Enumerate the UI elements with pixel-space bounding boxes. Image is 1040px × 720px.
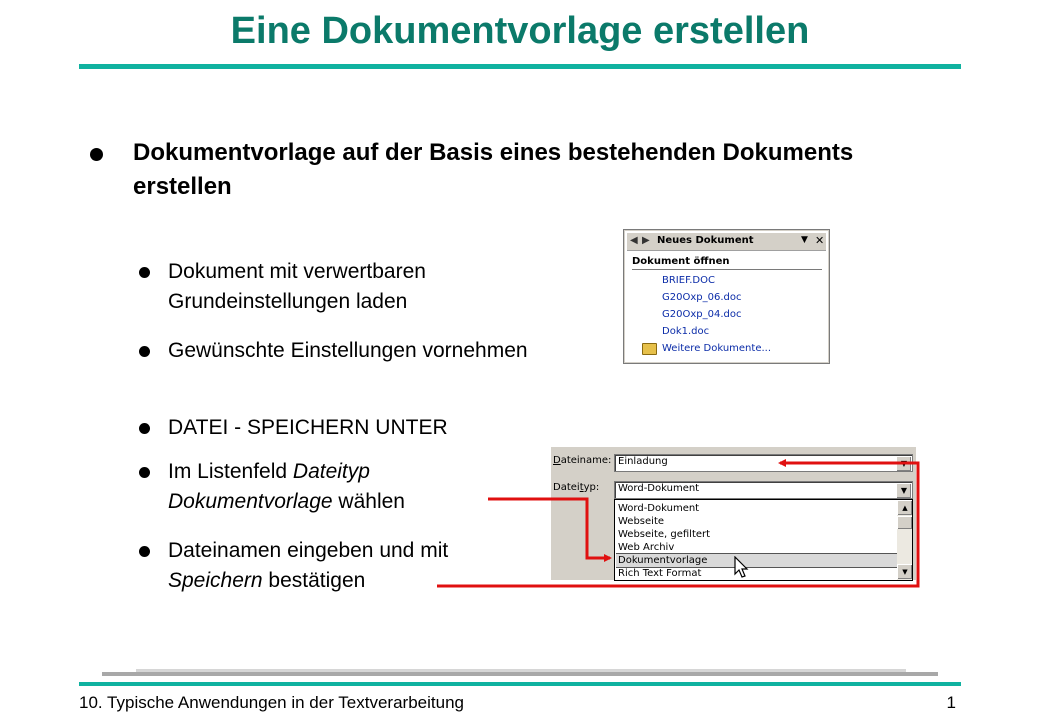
recent-file-link[interactable]: Dok1.doc xyxy=(662,326,710,337)
filename-label: Dateiname: xyxy=(553,455,612,466)
task-pane-header xyxy=(627,233,826,251)
footer-rule-teal xyxy=(79,682,961,686)
slide-title: Eine Dokumentvorlage erstellen xyxy=(230,10,810,52)
close-icon[interactable]: ✕ xyxy=(815,234,825,247)
filetype-option[interactable]: Webseite, gefiltert xyxy=(618,529,711,540)
footer-rule-gray xyxy=(102,672,938,676)
filetype-select[interactable] xyxy=(614,481,913,499)
bullet-dot-icon xyxy=(139,267,150,278)
more-documents-label: Weitere Dokumente... xyxy=(662,343,772,354)
filetype-option[interactable]: Rich Text Format xyxy=(618,568,702,579)
scroll-down-icon[interactable]: ▼ xyxy=(897,564,912,579)
section-open-document: Dokument öffnen xyxy=(632,256,822,270)
filetype-listbox[interactable] xyxy=(614,499,913,581)
sub-bullet-2-text: Gewünschte Einstellungen vornehmen xyxy=(168,339,528,362)
recent-file-link[interactable]: G20Oxp_04.doc xyxy=(662,309,742,320)
recent-file-link[interactable]: G20Oxp_06.doc xyxy=(662,292,742,303)
filetype-option-selected[interactable]: Dokumentvorlage xyxy=(616,553,897,568)
filetype-option[interactable]: Webseite xyxy=(618,516,665,527)
more-documents-link[interactable] xyxy=(642,343,771,354)
filetype-label: Dateityp: xyxy=(553,482,600,493)
filetype-option[interactable]: Web Archiv xyxy=(618,542,675,553)
chevron-down-icon[interactable]: ▼ xyxy=(896,483,911,498)
sub-bullet-2 xyxy=(136,336,536,366)
footer-chapter: 10. Typische Anwendungen in der Textverarbeitung xyxy=(79,693,464,712)
chevron-down-icon[interactable]: ▼ xyxy=(896,456,911,471)
recent-file-link[interactable]: BRIEF.DOC xyxy=(662,275,715,286)
sub-bullet-4 xyxy=(136,457,536,517)
bullet-dot-icon xyxy=(139,346,150,357)
listbox-scrollbar[interactable] xyxy=(897,500,912,580)
sub-bullet-5 xyxy=(136,536,536,596)
filename-input[interactable] xyxy=(614,454,913,472)
task-pane-new-document xyxy=(623,229,830,364)
sub-bullet-4-text: Im Listenfeld Dateityp Dokumentvorlage wählen xyxy=(168,460,405,513)
sub-bullet-3 xyxy=(136,413,536,443)
scroll-thumb[interactable] xyxy=(897,516,912,529)
mouse-pointer-icon xyxy=(734,556,750,578)
scroll-up-icon[interactable]: ▲ xyxy=(897,500,912,515)
main-bullet-text: Dokumentvorlage auf der Basis eines bestehenden Dokuments erstellen xyxy=(133,139,854,200)
sub-bullet-3-text: DATEI - SPEICHERN UNTER xyxy=(168,416,448,439)
bullet-dot-icon xyxy=(139,423,150,434)
sub-bullet-1 xyxy=(136,257,536,317)
task-pane-title: Neues Dokument xyxy=(657,235,754,246)
main-bullet xyxy=(84,136,904,204)
folder-open-icon xyxy=(642,343,657,355)
bullet-dot-icon xyxy=(139,467,150,478)
back-arrow-icon[interactable]: ◀ xyxy=(630,235,638,246)
page-number: 1 xyxy=(946,693,956,712)
sub-bullet-1-text: Dokument mit verwertbaren Grundeinstellungen laden xyxy=(168,260,426,313)
forward-arrow-icon[interactable]: ▶ xyxy=(642,235,650,246)
filetype-option[interactable]: Word-Dokument xyxy=(618,503,700,514)
bullet-dot-icon xyxy=(139,546,150,557)
filename-value: Einladung xyxy=(618,456,668,467)
dropdown-arrow-icon[interactable]: ▼ xyxy=(801,235,808,245)
bullet-dot-icon xyxy=(90,148,103,161)
sub-bullet-5-text: Dateinamen eingeben und mit Speichern bestätigen xyxy=(168,539,449,592)
title-underline xyxy=(79,64,961,69)
filetype-value: Word-Dokument xyxy=(618,483,700,494)
